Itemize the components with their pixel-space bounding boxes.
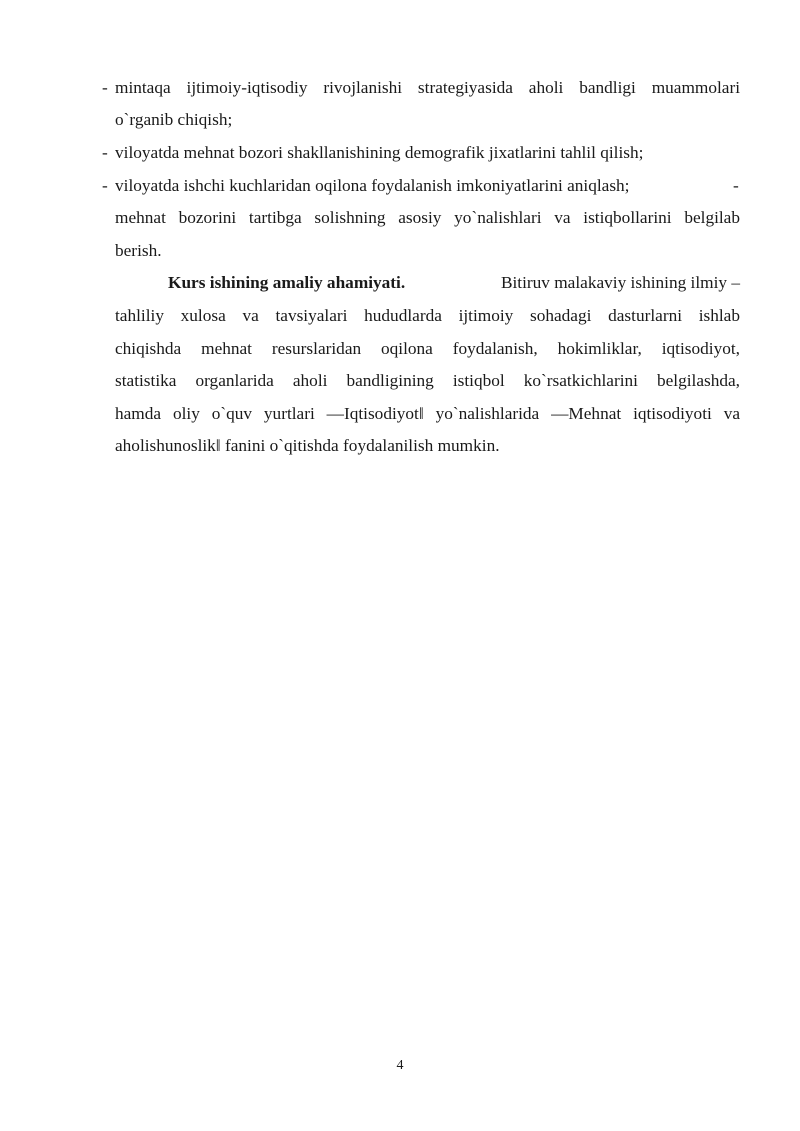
- bullet-dash: -: [102, 143, 108, 162]
- page-number: 4: [396, 1058, 404, 1073]
- paragraph-line: tahliliy xulosa va tavsiyalari hududlarda ijtimoiy sohadagi dasturlarni ishlab: [115, 306, 740, 325]
- bullet-trailing-dash: -: [733, 176, 739, 195]
- section-heading: Kurs ishining amaliy ahamiyati.: [168, 273, 406, 292]
- bullet-1-line-2: o`rganib chiqish;: [115, 110, 233, 129]
- bullet-3-line-3: berish.: [115, 241, 162, 260]
- bullet-2-line-1: viloyatda mehnat bozori shakllanishining demografik jixatlarini tahlil qilish;: [115, 143, 644, 162]
- paragraph-line: hamda oliy o`quv yurtlari ―Iqtisodiyot‖ yo`nalishlarida ―Mehnat iqtisodiyoti va: [115, 404, 740, 423]
- bullet-dash: -: [102, 78, 108, 97]
- paragraph-line: chiqishda mehnat resurslaridan oqilona foydalanish, hokimliklar, iqtisodiyot,: [115, 339, 740, 358]
- bullet-3-line-2: mehnat bozorini tartibga solishning asosiy yo`nalishlari va istiqbollarini belgilab: [115, 208, 740, 227]
- bullet-1-line-1: mintaqa ijtimoiy-iqtisodiy rivojlanishi strategiyasida aholi bandligi muammolari: [115, 78, 740, 97]
- bullet-3-line-1: viloyatda ishchi kuchlaridan oqilona foydalanish imkoniyatlarini aniqlash;: [115, 176, 630, 195]
- bullet-dash: -: [102, 176, 108, 195]
- paragraph-line: statistika organlarida aholi bandligining istiqbol ko`rsatkichlarini belgilashda,: [115, 371, 740, 390]
- paragraph-first-line: Bitiruv malakaviy ishining ilmiy –: [500, 273, 740, 292]
- paragraph-last-line: aholishunoslik‖ fanini o`qitishda foydalanilish mumkin.: [115, 436, 500, 455]
